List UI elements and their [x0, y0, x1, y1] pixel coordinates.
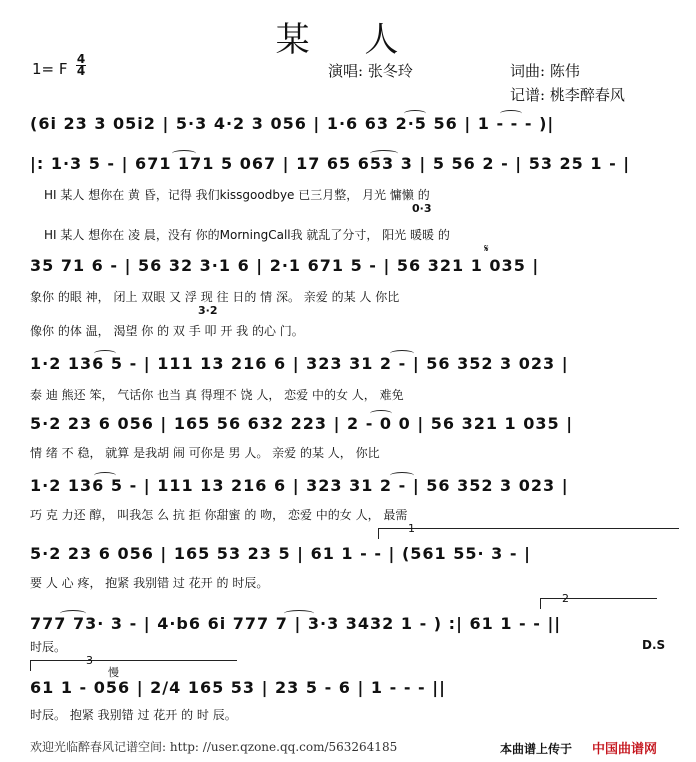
score-row-0-notes: (6i 23 3 05i2 | 5·3 4·2 3 056 | 1·6 63 2·5 56 | 1 - - - )| — [30, 114, 555, 133]
tie — [390, 472, 414, 479]
tie — [94, 472, 116, 479]
ending-bracket-3 — [30, 660, 237, 671]
ending-bracket-1 — [378, 528, 679, 539]
score-row-5-notes: 1·2 136 5 - | 111 13 216 6 | 323 31 2 - | 56 352 3 023 | — [30, 476, 569, 495]
ending-number-3: 3 — [86, 654, 93, 667]
tie — [60, 610, 86, 617]
composer-credit: 词曲: 陈伟 — [510, 62, 580, 80]
tie — [94, 350, 116, 357]
time-signature — [76, 54, 86, 77]
key-signature: 1= F — [32, 60, 68, 78]
site-logo: 中国曲谱网 — [592, 742, 658, 757]
score-row-3-notes: 1·2 136 5 - | 111 13 216 6 | 323 31 2 - | 56 352 3 023 | — [30, 354, 569, 373]
score-row-4-lyric: 情 绪 不 稳， 就算 是我胡 闹 可你是 男 人。 亲爱 的某 人， 你比 — [30, 446, 380, 460]
ending-number-1: 1 — [408, 522, 415, 535]
transcriber-credit: 记谱: 桃李醉春风 — [510, 86, 625, 104]
score-row-4-notes: 5·2 23 6 056 | 165 56 632 223 | 2 - 0 0 | 56 321 1 035 | — [30, 414, 574, 433]
score-row-8-lyric: 时辰。 抱紧 我别错 过 花开 的 时 辰。 — [30, 708, 237, 722]
tie — [404, 110, 426, 117]
segno-mark: 𝄋 — [484, 242, 489, 255]
score-row-7-notes: 777 73· 3 - | 4·b6 6i 777 7 | 3·3 3432 1 - ) :| 61 1 - - || — [30, 614, 562, 633]
pickup-notes-32: 3·2 — [198, 304, 218, 317]
pickup-notes-03: 0·3 — [412, 202, 432, 215]
score-row-2-lyric-1: 象你 的眼 神， 闭上 双眼 又 浮 现 往 日的 情 深。 亲爱 的某 人 你比 — [30, 290, 400, 304]
score-row-1-lyric-2: HI 某人 想你在 凌 晨，没有 你的MorningCall我 就乱了分寸， 阳光 暖暖 的 — [44, 228, 450, 242]
dal-segno-mark: D.S — [642, 638, 666, 652]
tie — [500, 110, 522, 117]
time-signature-bottom: 4 — [76, 64, 86, 78]
ending-bracket-2 — [540, 598, 657, 609]
ending-number-2: 2 — [562, 592, 569, 605]
tie — [390, 350, 414, 357]
score-row-1-notes: |: 1·3 5 - | 671 171 5 067 | 17 65 653 3 | 5 56 2 - | 53 25 1 - | — [30, 154, 631, 173]
score-row-6-lyric: 要 人 心 疼， 抱紧 我别错 过 花开 的 时辰。 — [30, 576, 269, 590]
score-row-6-notes: 5·2 23 6 056 | 165 53 23 5 | 61 1 - - | (561 55· 3 - | — [30, 544, 531, 563]
score-row-1-lyric-1: HI 某人 想你在 黄 昏，记得 我们kissgoodbye 已三月整， 月光 慵懒 的 — [44, 188, 430, 202]
song-title: 某 人 — [275, 20, 421, 60]
score-row-7-lyric: 时辰。 — [30, 640, 67, 654]
score-row-2-notes: 35 71 6 - | 56 32 3·1 6 | 2·1 671 5 - | 56 321 1 035 | — [30, 256, 540, 275]
tie — [370, 410, 392, 417]
tie — [370, 150, 398, 157]
tie — [284, 610, 314, 617]
upload-source-text: 本曲谱上传于 — [500, 742, 573, 756]
time-signature-top: 4 — [76, 52, 86, 66]
score-row-3-lyric: 泰 迪 熊还 笨， 气话你 也当 真 得理不 饶 人， 恋爱 中的女 人， 难免 — [30, 388, 404, 402]
score-row-5-lyric: 巧 克 力还 醇， 叫我怎 么 抗 拒 你甜蜜 的 吻， 恋爱 中的女 人， 最需 — [30, 508, 408, 522]
score-row-8-notes: 61 1 - 056 | 2/4 165 53 | 23 5 - 6 | 1 - - - || — [30, 678, 446, 697]
footer-welcome-text: 欢迎光临醉春风记谱空间: http: //user.qzone.qq.com/563264185 — [30, 740, 398, 754]
tie — [172, 150, 196, 157]
singer-credit: 演唱: 张冬玲 — [328, 62, 413, 80]
tempo-slow-mark: 慢 — [108, 666, 119, 679]
score-row-2-lyric-2: 像你 的体 温， 渴望 你 的 双 手 叩 开 我 的心 门。 — [30, 324, 304, 338]
